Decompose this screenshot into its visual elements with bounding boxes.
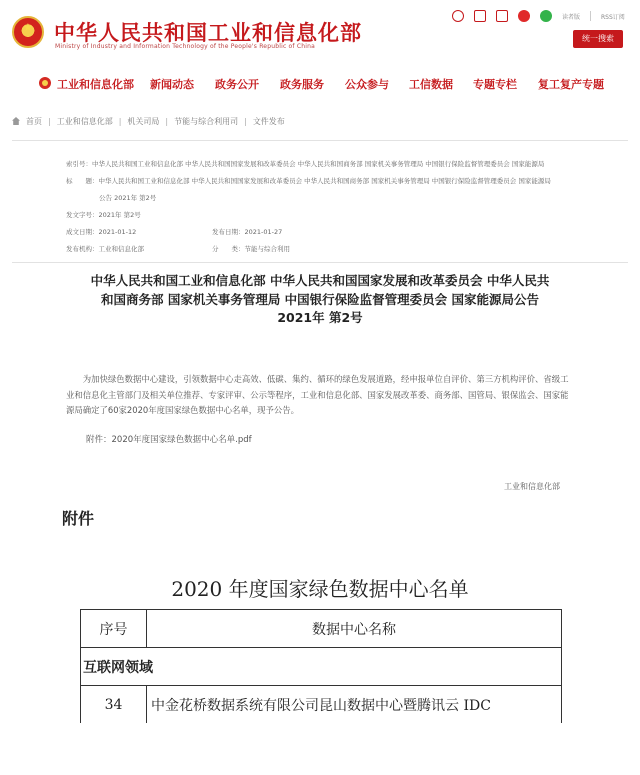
section-label: 互联网领域 bbox=[83, 659, 153, 676]
nav-item-miit[interactable]: 工业和信息化部 bbox=[57, 78, 134, 91]
meta-org bbox=[66, 244, 144, 253]
mobile-icon[interactable] bbox=[474, 10, 486, 22]
search-button[interactable]: 统一搜索 bbox=[573, 30, 623, 48]
meta-value: 节能与综合利用 bbox=[244, 245, 290, 253]
nav-item-news[interactable]: 新闻动态 bbox=[150, 78, 194, 91]
meta-label: 索引号： bbox=[66, 160, 92, 168]
meta-value: 中华人民共和国工业和信息化部 中华人民共和国国家发展和改革委员会 中华人民共和国商务部 国家机关事务管理局 中国银行保险监督管理委员会 国家能源局 bbox=[92, 160, 545, 168]
signoff: 工业和信息化部 bbox=[504, 482, 560, 491]
main-nav bbox=[0, 72, 640, 96]
meta-title bbox=[66, 176, 551, 185]
announcement-title-line: 2021年 第2号 bbox=[277, 310, 363, 325]
divider bbox=[12, 262, 628, 263]
meta-pub-date bbox=[212, 227, 282, 236]
meta-value: 2021-01-12 bbox=[98, 228, 137, 236]
home-emblem-icon[interactable] bbox=[39, 77, 51, 89]
meta-label: 分 类： bbox=[212, 245, 245, 253]
data-center-table bbox=[80, 609, 562, 723]
wechat-icon[interactable] bbox=[540, 10, 552, 22]
breadcrumb-departments[interactable]: 机关司局 bbox=[127, 116, 160, 126]
list-title: 2020 年度国家绿色数据中心名单 bbox=[171, 577, 469, 601]
announcement-title bbox=[50, 272, 590, 328]
meta-date bbox=[66, 227, 136, 236]
meta-index bbox=[66, 159, 544, 168]
meta-label: 标 题： bbox=[66, 177, 99, 185]
attachment-link[interactable]: 附件：2020年度国家绿色数据中心名单.pdf bbox=[86, 435, 252, 445]
top-utility-bar bbox=[452, 8, 625, 24]
nav-item-topics[interactable]: 专题专栏 bbox=[473, 78, 517, 91]
nav-item-data[interactable]: 工信数据 bbox=[409, 78, 453, 91]
divider bbox=[12, 140, 628, 141]
site-header bbox=[0, 0, 640, 60]
meta-value: 中华人民共和国工业和信息化部 中华人民共和国国家发展和改革委员会 中华人民共和国商务部 国家机关事务管理局 中国银行保险监督管理委员会 国家能源局 bbox=[98, 177, 551, 185]
announcement-body: 为加快绿色数据中心建设，引领数据中心走高效、低碳、集约、循环的绿色发展道路，经申报单位自评价、第三方机构评价、省级工业和信息化主管部门及相关单位推荐、专家评审、公示等程序，工业和信息化部、国家发展改革委、商务部、国管局、银保监会、国家能源局确定了60家2020年度国家绿色数据中心名单，现予公告。 bbox=[66, 374, 569, 415]
meta-label: 成文日期： bbox=[66, 228, 99, 236]
nav-item-services[interactable]: 政务服务 bbox=[280, 78, 324, 91]
announcement-title-line: 中华人民共和国工业和信息化部 中华人民共和国国家发展和改革委员会 中华人民共 bbox=[90, 273, 550, 288]
meta-label: 发文字号： bbox=[66, 211, 99, 219]
breadcrumb-home[interactable]: 首页 bbox=[26, 116, 42, 126]
meta-label: 发布日期： bbox=[212, 228, 245, 236]
meta-label: 发布机构： bbox=[66, 245, 99, 253]
rss-link[interactable]: RSS订阅 bbox=[601, 13, 625, 21]
reader-version-link[interactable]: 读者版 bbox=[562, 13, 581, 21]
weibo-icon[interactable] bbox=[518, 10, 530, 22]
meta-value: 2021-01-27 bbox=[244, 228, 283, 236]
breadcrumb-documents[interactable]: 文件发布 bbox=[252, 116, 285, 126]
table-row bbox=[81, 686, 561, 723]
header-name: 数据中心名称 bbox=[312, 621, 396, 638]
meta-value: 2021年 第2号 bbox=[98, 211, 141, 219]
meta-category bbox=[212, 244, 290, 253]
nav-item-public[interactable]: 公众参与 bbox=[345, 78, 389, 91]
mail-icon[interactable] bbox=[496, 10, 508, 22]
meta-title-cont: 公告 2021年 第2号 bbox=[99, 194, 157, 202]
breadcrumb-energy-saving[interactable]: 节能与综合利用司 bbox=[174, 116, 239, 126]
site-title[interactable]: 中华人民共和国工业和信息化部 bbox=[54, 21, 362, 45]
nav-item-gov-affairs[interactable]: 政务公开 bbox=[215, 78, 259, 91]
meta-value: 工业和信息化部 bbox=[98, 245, 144, 253]
row-num: 34 bbox=[81, 686, 147, 723]
nav-item-resumption[interactable]: 复工复产专题 bbox=[538, 78, 604, 91]
site-subtitle: Ministry of Industry and Information Technology of the People's Republic of China bbox=[55, 43, 315, 50]
national-emblem-icon[interactable]: ★ bbox=[12, 16, 44, 48]
header-num: 序号 bbox=[81, 610, 147, 647]
meta-doc-no bbox=[66, 210, 141, 219]
announcement-title-line: 和国商务部 国家机关事务管理局 中国银行保险监督管理委员会 国家能源局公告 bbox=[100, 291, 540, 307]
table-section-row bbox=[81, 648, 561, 686]
row-name: 中金花桥数据系统有限公司昆山数据中心暨腾讯云 IDC bbox=[151, 697, 491, 714]
breadcrumb: 首页 | 工业和信息化部 | 机关司局 | 节能与综合利用司 | 文件发布 bbox=[12, 115, 285, 127]
attachment-heading: 附件 bbox=[62, 509, 95, 528]
breadcrumb-miit[interactable]: 工业和信息化部 bbox=[56, 116, 113, 126]
table-header-row bbox=[81, 610, 561, 648]
accessibility-icon[interactable] bbox=[452, 10, 464, 22]
home-icon bbox=[12, 117, 20, 125]
divider bbox=[590, 11, 591, 21]
